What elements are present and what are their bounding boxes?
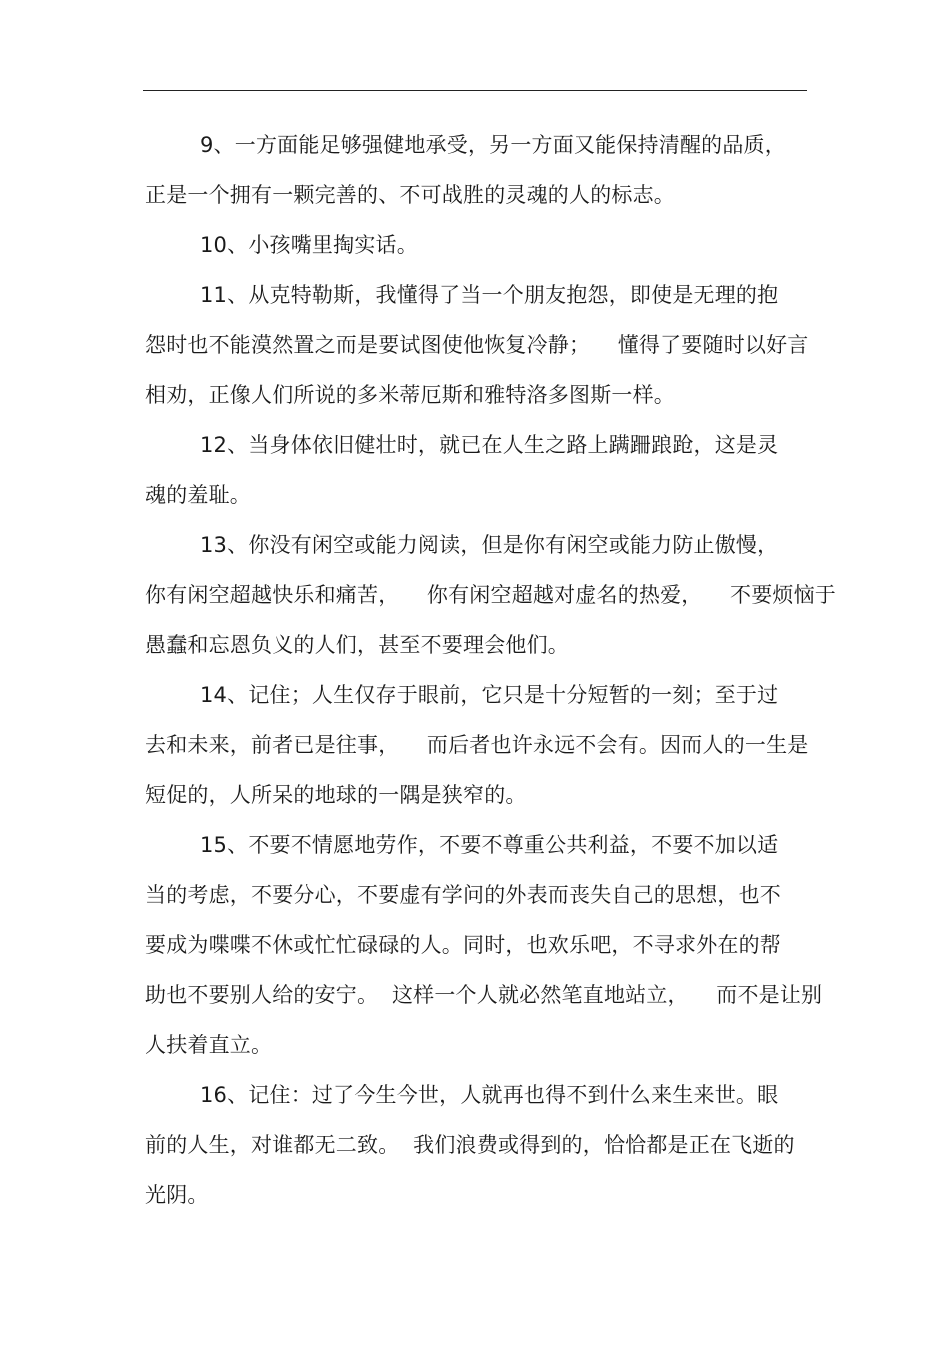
text-line: 10、小孩嘴里掏实话。 [200,233,418,257]
text-line: 12、当身体依旧健壮时，就已在人生之路上蹒跚踉跄，这是灵 [200,433,779,457]
text-line: 前的人生，对谁都无二致。 我们浪费或得到的，恰恰都是正在飞逝的 [145,1133,795,1157]
text-line: 人扶着直立。 [145,1033,273,1057]
text-line: 11、从克特勒斯，我懂得了当一个朋友抱怨，即使是无理的抱 [200,283,779,307]
text-line: 去和未来，前者已是往事， 而后者也许永远不会有。因而人的一生是 [145,733,809,757]
text-line: 16、记住：过了今生今世，人就再也得不到什么来生来世。眼 [200,1083,779,1107]
text-line: 要成为喋喋不休或忙忙碌碌的人。同时，也欢乐吧，不寻求外在的帮 [145,933,781,957]
text-line: 你有闲空超越快乐和痛苦， 你有闲空超越对虚名的热爱， 不要烦恼于 [145,583,836,607]
text-line: 当的考虑，不要分心，不要虚有学问的外表而丧失自己的思想，也不 [145,883,781,907]
text-line: 魂的羞耻。 [145,483,251,507]
text-line: 相劝，正像人们所说的多米蒂厄斯和雅特洛多图斯一样。 [145,383,675,407]
text-line: 9、一方面能足够强健地承受，另一方面又能保持清醒的品质， [200,133,786,157]
header-rule [143,90,807,91]
text-line: 短促的，人所呆的地球的一隅是狭窄的。 [145,783,527,807]
text-line: 14、记住；人生仅存于眼前，它只是十分短暂的一刻；至于过 [200,683,779,707]
text-line: 怨时也不能漠然置之而是要试图使他恢复冷静； 懂得了要随时以好言 [145,333,809,357]
text-line: 正是一个拥有一颗完善的、不可战胜的灵魂的人的标志。 [145,183,675,207]
text-line: 愚蠢和忘恩负义的人们，甚至不要理会他们。 [145,633,569,657]
text-line: 光阴。 [145,1183,209,1207]
text-line: 助也不要别人给的安宁。 这样一个人就必然笔直地站立， 而不是让别 [145,983,823,1007]
text-line: 13、你没有闲空或能力阅读，但是你有闲空或能力防止傲慢， [200,533,779,557]
text-line: 15、不要不情愿地劳作，不要不尊重公共利益，不要不加以适 [200,833,779,857]
